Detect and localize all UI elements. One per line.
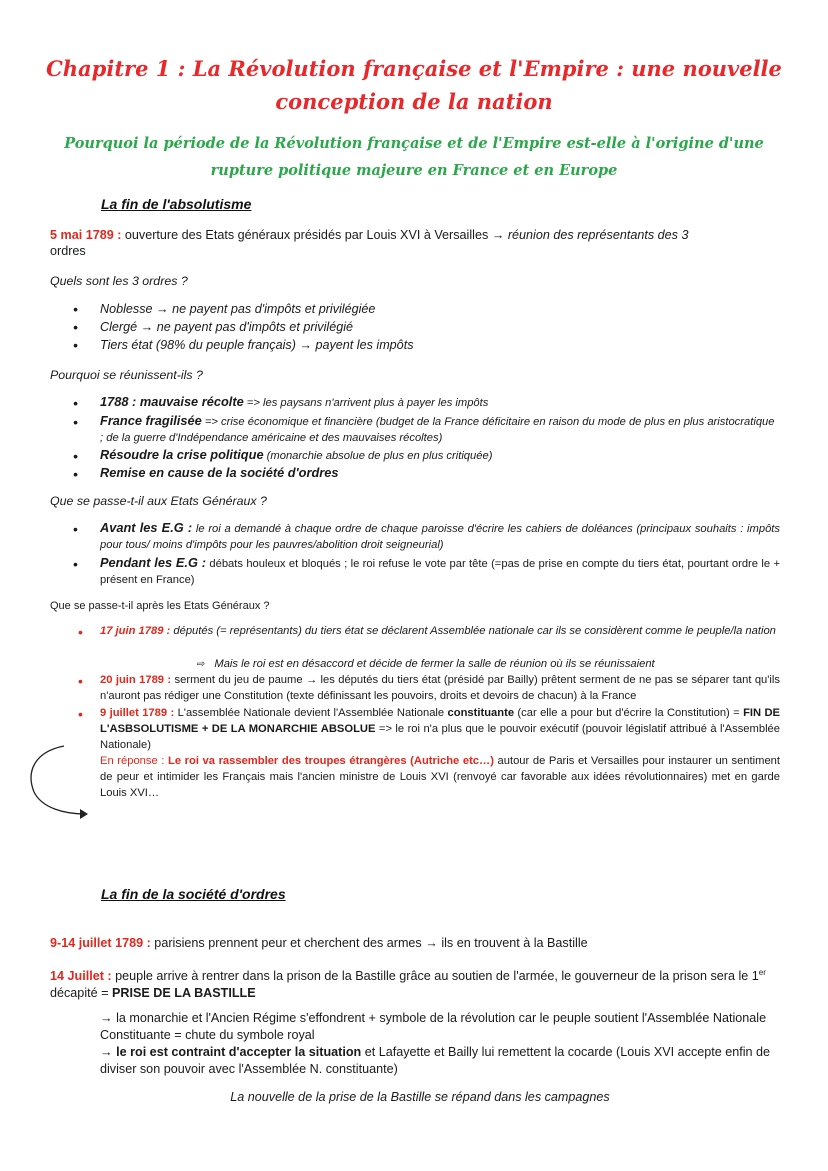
list-item: • Noblesse → ne payent pas d'impôts et privilégiée <box>50 300 780 318</box>
list-item: • Clergé → ne payent pas d'impôts et privilégié <box>50 318 780 336</box>
list-item: • 1788 : mauvaise récolte => les paysans n'arrivent plus à payer les impôts <box>50 394 780 411</box>
question-pourquoi: Pourquoi se réunissent-ils ? <box>50 368 203 382</box>
arrow-note: ⇨ Mais le roi est en désaccord et décide de fermer la salle de réunion où ils se réunissaient <box>196 658 655 670</box>
section-heading-absolutisme: La fin de l'absolutisme <box>101 196 252 212</box>
after-list <box>50 623 780 639</box>
section-heading-societe: La fin de la société d'ordres <box>101 886 286 902</box>
paragraph-9-14-juillet: 9-14 juillet 1789 : parisiens prennent peur et cherchent des armes → ils en trouvent à la Bastille <box>50 936 588 950</box>
chapter-question: Pourquoi la période de la Révolution française et de l'Empire est-elle à l'origine d'une rupture politique majeure en France et en Europe <box>64 135 764 179</box>
paragraph-roi-contraint: → le roi est contraint d'accepter la situation et Lafayette et Bailly lui remettent la cocarde (Louis XVI accepte enfin de diviser son pouvoir avec l'Assemblée N. constituante) <box>100 1045 771 1076</box>
closing-sentence: La nouvelle de la prise de la Bastille se répand dans les campagnes <box>230 1090 610 1104</box>
list-item: • Résoudre la crise politique (monarchie absolue de plus en plus critiquée) <box>50 447 780 464</box>
orders-list <box>50 300 780 354</box>
list-item: • France fragilisée => crise économique et financière (budget de la France déficitaire en raison du mode de plus en plus aristocratique ; de la guerre d'Indépendance américaine et des mauvaises récoltes) <box>50 413 780 446</box>
question-apres: Que se passe-t-il après les Etats Généraux ? <box>50 600 270 612</box>
arrow-icon: ⇨ <box>196 659 205 670</box>
paragraph-14-juillet: 14 Juillet : peuple arrive à rentrer dans la prison de la Bastille grâce au soutien de l'armée, le gouverneur de la prison sera le 1er décapité = PRISE DE LA BASTILLE <box>50 968 766 1001</box>
list-item: • 17 juin 1789 : députés (= représentants) du tiers état se déclarent Assemblée nationale car ils se considèrent comme le peuple/la nation <box>50 623 780 639</box>
reasons-list <box>50 394 780 482</box>
eg-list <box>50 520 780 588</box>
list-item: • Remise en cause de la société d'ordres <box>50 465 780 482</box>
list-item: • 20 juin 1789 : serment du jeu de paume → les députés du tiers état (présidé par Bailly) prêtent serment de ne pas se séparer tant qu'ils n'auront pas rédiger une Constitution (texte définissant les pouvoirs, droits et devoirs de chacun) à la France <box>50 672 780 704</box>
question-ordres: Quels sont les 3 ordres ? <box>50 274 188 288</box>
curved-arrow-icon <box>24 742 94 822</box>
paragraph-consequence: → la monarchie et l'Ancien Régime s'effondrent + symbole de la révolution car le peuple soutient l'Assemblée Nationale Constituante = chute du symbole royal <box>100 1011 767 1042</box>
after-list-2 <box>50 672 780 801</box>
intro-paragraph: 5 mai 1789 : ouverture des Etats généraux présidés par Louis XVI à Versailles → réunion des représentants des 3 ordres <box>50 228 689 258</box>
list-item: • Pendant les E.G : débats houleux et bloqués ; le roi refuse le vote par tête (=pas de prise en compte du tiers état, pourtant ordre le + présent en France) <box>50 555 780 588</box>
chapter-title: Chapitre 1 : La Révolution française et l'Empire : une nouvelle conception de la nation <box>46 56 782 114</box>
date-5-mai: 5 mai 1789 : <box>50 228 122 242</box>
list-item: • Tiers état (98% du peuple français) → payent les impôts <box>50 336 780 354</box>
question-etats-generaux: Que se passe-t-il aux Etats Généraux ? <box>50 494 267 508</box>
list-item: • 9 juillet 1789 : L'assemblée Nationale devient l'Assemblée Nationale constituante (car elle a pour but d'écrire la Constitution) = FIN DE L'ASBSOLUTISME + DE LA MONARCHIE ABSOLUE => le roi n'a plus que le pouvoir exécutif (pouvoir législatif attribué à l'Assemblée Nationale) En réponse : Le roi va rassembler des troupes étrangères (Autriche etc…) autour de Paris et Versailles pour instaurer un sentiment de peur et intimider les Français mais l'ancien ministre de Louis XVI (renvoyé car favorable aux idées révolutionnaires) met en garde Louis XVI… <box>50 705 780 801</box>
list-item: • Avant les E.G : le roi a demandé à chaque ordre de chaque paroisse d'écrire les cahiers de doléances (principaux souhaits : impôts pour tous/ moins d'impôts pour les pauvres/abolition droit seigneurial) <box>50 520 780 553</box>
